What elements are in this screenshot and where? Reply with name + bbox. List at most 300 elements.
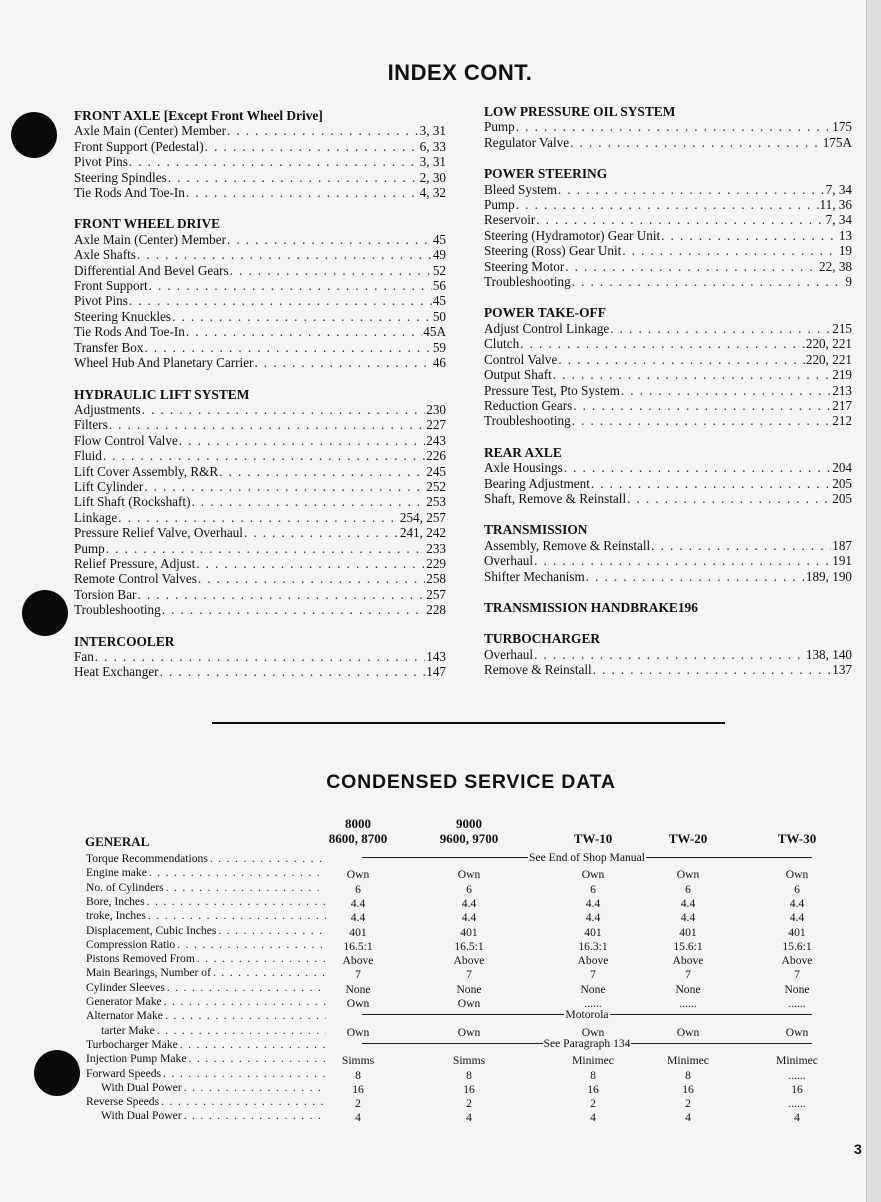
row-label bbox=[86, 1081, 326, 1094]
page-ref: 220, 221 bbox=[805, 351, 852, 367]
table-cell: Own bbox=[581, 868, 605, 882]
entry-label: Assembly, Remove & Reinstall bbox=[484, 537, 651, 553]
page-ref: 243 bbox=[426, 432, 446, 448]
page-ref: 49 bbox=[432, 247, 446, 263]
table-cell: Minimec bbox=[667, 1054, 709, 1068]
dot-leader bbox=[661, 228, 838, 243]
row-label bbox=[86, 995, 326, 1008]
row-label bbox=[86, 909, 326, 922]
entry-label: Shifter Mechanism bbox=[484, 568, 585, 584]
entry-label: Lift Cover Assembly, R&R bbox=[74, 463, 219, 479]
spanning-value-text: Motorola bbox=[565, 1008, 609, 1022]
dot-leader bbox=[149, 278, 432, 293]
dot-leader bbox=[572, 413, 832, 428]
dot-leader bbox=[137, 247, 432, 262]
table-cell: 8 bbox=[355, 1068, 361, 1082]
entry-label: Steering Knuckles bbox=[74, 308, 172, 324]
spanning-value bbox=[362, 851, 812, 864]
page-ref: 45 bbox=[432, 231, 446, 247]
index-entry bbox=[484, 259, 852, 274]
page-ref: 189, 190 bbox=[805, 568, 852, 584]
dot-leader bbox=[163, 1067, 326, 1080]
index-entry bbox=[484, 119, 852, 134]
table-cell: 4.4 bbox=[585, 911, 601, 925]
page-ref: 147 bbox=[426, 664, 446, 680]
entry-label: Axle Main (Center) Member bbox=[74, 231, 226, 247]
entry-label: Steering Motor bbox=[484, 258, 565, 274]
table-cell: 6 bbox=[685, 882, 691, 896]
dot-leader bbox=[148, 909, 326, 922]
row-label bbox=[86, 866, 326, 879]
entry-label: Fan bbox=[74, 649, 94, 664]
table-cell: 2 bbox=[590, 1097, 596, 1111]
index-section bbox=[484, 445, 852, 507]
entry-label: Overhaul bbox=[484, 646, 534, 662]
table-cell: None bbox=[580, 982, 606, 996]
row-label-text: Reverse Speeds bbox=[86, 1095, 160, 1109]
entry-label: Output Shaft bbox=[484, 367, 552, 383]
table-cell: Own bbox=[581, 1025, 605, 1039]
table-cell: Above bbox=[342, 954, 374, 968]
binder-hole-top bbox=[11, 112, 57, 158]
table-cell: 4.4 bbox=[350, 896, 366, 910]
page-ref: 241, 242 bbox=[399, 525, 446, 541]
dot-leader bbox=[534, 647, 805, 662]
row-label-text: With Dual Power bbox=[101, 1109, 182, 1123]
index-entry bbox=[74, 139, 446, 154]
table-cell: 401 bbox=[460, 925, 478, 939]
index-entry bbox=[74, 510, 446, 525]
page-ref: 50 bbox=[432, 308, 446, 324]
index-entry bbox=[484, 553, 852, 568]
table-cell: 6 bbox=[794, 882, 800, 896]
dot-leader bbox=[553, 367, 831, 382]
table-cell: 15.6:1 bbox=[782, 939, 812, 953]
index-entry bbox=[484, 491, 852, 506]
index-entry bbox=[74, 278, 446, 293]
page-ref: 9 bbox=[845, 274, 852, 290]
dot-leader bbox=[164, 995, 326, 1008]
table-cell: 6 bbox=[355, 882, 361, 896]
column-header-line2: TW-20 bbox=[668, 831, 708, 846]
table-cell: 4.4 bbox=[680, 896, 696, 910]
row-label bbox=[86, 981, 326, 994]
table-cell: 4 bbox=[466, 1111, 472, 1125]
entry-label: Front Support (Pedestal) bbox=[74, 138, 204, 154]
page-ref: 229 bbox=[426, 555, 446, 571]
index-entry bbox=[484, 212, 852, 227]
entry-label: Pressure Relief Valve, Overhaul bbox=[74, 525, 243, 541]
page-ref: 254, 257 bbox=[399, 509, 446, 525]
index-left-column bbox=[74, 108, 446, 696]
index-entry bbox=[74, 448, 446, 463]
index-entry bbox=[484, 321, 852, 336]
entry-label: Bleed System bbox=[484, 181, 557, 197]
table-cell: ...... bbox=[788, 997, 806, 1010]
index-entry bbox=[484, 538, 852, 553]
row-label-text: Torque Recommendations bbox=[86, 852, 208, 865]
table-cell: 4.4 bbox=[350, 911, 366, 925]
entry-label: Relief Pressure, Adjust bbox=[74, 555, 196, 571]
row-label bbox=[86, 952, 326, 965]
dot-leader bbox=[95, 649, 425, 664]
page-ref: 204 bbox=[832, 460, 852, 476]
table-cell: Minimec bbox=[776, 1054, 818, 1068]
dot-leader bbox=[196, 556, 425, 571]
entry-label: Lift Cylinder bbox=[74, 478, 144, 494]
table-cell: Above bbox=[781, 954, 813, 968]
page-ref: 46 bbox=[432, 355, 446, 371]
index-section bbox=[74, 108, 446, 200]
index-section-title: REAR AXLE bbox=[484, 444, 562, 460]
table-cell: None bbox=[675, 982, 701, 996]
table-cell: ...... bbox=[679, 997, 697, 1010]
entry-label: Axle Main (Center) Member bbox=[74, 123, 226, 139]
dot-leader bbox=[558, 352, 804, 367]
table-cell: 16 bbox=[587, 1082, 599, 1096]
entry-label: Regulator Valve bbox=[484, 134, 570, 150]
table-cell: 15.6:1 bbox=[673, 939, 703, 953]
table-cell: 7 bbox=[794, 968, 800, 982]
index-section-title: POWER STEERING bbox=[484, 166, 608, 182]
dot-leader bbox=[147, 895, 326, 908]
dot-leader bbox=[219, 464, 425, 479]
dot-leader bbox=[536, 212, 824, 227]
dot-leader bbox=[144, 479, 425, 494]
table-cell: 7 bbox=[590, 968, 596, 982]
entry-label: Tie Rods And Toe-In bbox=[74, 185, 185, 201]
index-section-title: FRONT AXLE [Except Front Wheel Drive] bbox=[74, 108, 323, 123]
index-section-title bbox=[484, 600, 852, 615]
row-label bbox=[86, 1052, 326, 1065]
entry-label: Overhaul bbox=[484, 553, 534, 569]
entry-label: Tie Rods And Toe-In bbox=[74, 324, 185, 340]
entry-label: Control Valve bbox=[484, 351, 558, 367]
page-ref: 228 bbox=[426, 602, 446, 618]
dot-leader bbox=[586, 569, 805, 584]
index-entry bbox=[74, 154, 446, 169]
row-label bbox=[86, 938, 326, 951]
index-entry bbox=[484, 460, 852, 475]
table-cell: 16.3:1 bbox=[578, 939, 608, 953]
dot-leader bbox=[137, 587, 425, 602]
entry-label: Wheel Hub And Planetary Carrier bbox=[74, 355, 254, 371]
binder-hole-bottom bbox=[34, 1050, 80, 1096]
table-cell: Own bbox=[785, 868, 809, 882]
row-label bbox=[86, 1109, 326, 1122]
dot-leader bbox=[103, 448, 425, 463]
index-section bbox=[484, 166, 852, 289]
dot-leader bbox=[142, 402, 426, 417]
index-entry bbox=[484, 228, 852, 243]
index-section bbox=[74, 634, 446, 680]
row-label-text: Main Bearings, Number of bbox=[86, 966, 211, 980]
table-cell: None bbox=[456, 982, 482, 996]
table-cell: 2 bbox=[685, 1097, 691, 1111]
index-entry bbox=[74, 355, 446, 370]
page-ref: 19 bbox=[838, 243, 852, 259]
page-ref: 217 bbox=[832, 397, 852, 413]
table-cell: 6 bbox=[466, 882, 472, 896]
page-ref: 143 bbox=[426, 649, 446, 664]
entry-label: Reduction Gears bbox=[484, 397, 573, 413]
row-label bbox=[86, 852, 326, 865]
index-entry bbox=[484, 662, 852, 677]
row-label-text: Injection Pump Make bbox=[86, 1052, 187, 1066]
dot-leader bbox=[573, 398, 831, 413]
row-label-text: Cylinder Sleeves bbox=[86, 980, 165, 994]
index-section-title: FRONT WHEEL DRIVE bbox=[74, 216, 221, 232]
dot-leader bbox=[165, 1009, 326, 1022]
table-cell: 4 bbox=[355, 1111, 361, 1125]
page-ref: 2, 30 bbox=[419, 169, 446, 185]
page-ref: 3, 31 bbox=[419, 154, 446, 170]
dot-leader bbox=[534, 553, 831, 568]
table-cell: 16.5:1 bbox=[343, 939, 373, 953]
row-label-text: troke, Inches bbox=[86, 909, 146, 923]
index-section bbox=[74, 216, 446, 370]
entry-label: Pump bbox=[484, 197, 515, 213]
table-cell: 8 bbox=[685, 1068, 691, 1082]
index-section bbox=[484, 305, 852, 428]
row-label-text: Compression Ratio bbox=[86, 937, 176, 951]
page-ref: 56 bbox=[432, 278, 446, 294]
table-cell: 2 bbox=[466, 1097, 472, 1111]
column-header-line1: 9000 bbox=[456, 816, 482, 831]
dot-leader bbox=[144, 340, 431, 355]
binder-hole-middle bbox=[22, 590, 68, 636]
dot-leader bbox=[161, 1095, 326, 1108]
dot-leader bbox=[118, 510, 399, 525]
rule-line bbox=[362, 1014, 564, 1015]
page-ref: 205 bbox=[832, 475, 852, 491]
dot-leader bbox=[180, 1038, 326, 1051]
table-cell: Own bbox=[346, 868, 370, 882]
table-cell: 6 bbox=[590, 882, 596, 896]
dot-leader bbox=[210, 852, 326, 865]
row-label bbox=[86, 924, 326, 937]
table-cell: Own bbox=[457, 868, 481, 882]
page-ref: 6, 33 bbox=[419, 138, 446, 154]
table-cell: Own bbox=[676, 1025, 700, 1039]
dot-leader bbox=[186, 185, 419, 200]
page-ref: 3, 31 bbox=[419, 123, 446, 139]
row-label-text: tarter Make bbox=[101, 1023, 155, 1037]
page-number: 3 bbox=[854, 1141, 862, 1157]
index-section bbox=[484, 631, 852, 677]
entry-label: Troubleshooting bbox=[484, 274, 571, 290]
page-ref: 191 bbox=[832, 553, 852, 569]
section-title-text: TRANSMISSION HANDBRAKE bbox=[484, 599, 678, 615]
dot-leader bbox=[520, 336, 805, 351]
dot-leader bbox=[651, 538, 831, 553]
entry-label: Differential And Bevel Gears bbox=[74, 262, 229, 278]
index-entry bbox=[484, 569, 852, 584]
entry-label: Fluid bbox=[74, 448, 102, 464]
index-entry bbox=[74, 525, 446, 540]
index-entry bbox=[74, 649, 446, 664]
spanning-value-text: See Paragraph 134 bbox=[543, 1036, 631, 1050]
dot-leader bbox=[558, 182, 825, 197]
index-entry bbox=[74, 293, 446, 308]
table-cell: 16 bbox=[463, 1082, 475, 1096]
page-ref: 205 bbox=[832, 490, 852, 506]
section-divider bbox=[212, 722, 725, 724]
column-header-line2: TW-10 bbox=[573, 831, 613, 846]
dot-leader bbox=[168, 170, 419, 185]
dot-leader bbox=[205, 139, 419, 154]
page-ref: 196 bbox=[677, 599, 698, 615]
entry-label: Axle Shafts bbox=[74, 247, 136, 263]
index-entry bbox=[74, 247, 446, 262]
table-cell: Own bbox=[346, 997, 370, 1010]
index-entry bbox=[74, 541, 446, 556]
page-ref: 22, 38 bbox=[819, 258, 852, 274]
dot-leader bbox=[129, 154, 419, 169]
dot-leader bbox=[160, 664, 426, 679]
row-label-text: No. of Cylinders bbox=[86, 880, 164, 894]
table-cell: 4.4 bbox=[585, 896, 601, 910]
row-label-text: Pistons Removed From bbox=[86, 952, 195, 966]
page-ref: 7, 34 bbox=[825, 181, 852, 197]
table-cell: Own bbox=[457, 997, 481, 1010]
row-label-text: Forward Speeds bbox=[86, 1066, 162, 1080]
page-ref: 13 bbox=[838, 227, 852, 243]
index-entry bbox=[484, 197, 852, 212]
table-cell: 7 bbox=[466, 968, 472, 982]
index-right-column bbox=[484, 104, 852, 694]
row-label bbox=[86, 1009, 326, 1022]
table-cell: 7 bbox=[355, 968, 361, 982]
rule-line bbox=[646, 857, 812, 858]
dot-leader bbox=[564, 460, 831, 475]
dot-leader bbox=[572, 274, 845, 289]
table-cell: Own bbox=[785, 1025, 809, 1039]
index-entry bbox=[74, 340, 446, 355]
column-header-line2: 9600, 9700 bbox=[439, 831, 499, 846]
table-cell: None bbox=[784, 982, 810, 996]
page-ref: 257 bbox=[426, 586, 446, 602]
table-cell: 16 bbox=[682, 1082, 694, 1096]
page-ref: 175 bbox=[832, 119, 852, 135]
dot-leader bbox=[593, 662, 832, 677]
table-cell: Above bbox=[672, 954, 704, 968]
page-ref: 220, 221 bbox=[805, 336, 852, 352]
page-ref: 45A bbox=[423, 324, 446, 340]
dot-leader bbox=[244, 525, 399, 540]
index-entry bbox=[74, 185, 446, 200]
page-ref: 253 bbox=[426, 494, 446, 510]
index-title: INDEX CONT. bbox=[387, 60, 533, 85]
index-entry bbox=[74, 464, 446, 479]
index-section-title: INTERCOOLER bbox=[74, 633, 175, 649]
index-entry bbox=[74, 602, 446, 617]
dot-leader bbox=[198, 571, 425, 586]
spanning-value-text: See End of Shop Manual bbox=[529, 851, 645, 864]
entry-label: Bearing Adjustment bbox=[484, 475, 590, 491]
dot-leader bbox=[516, 197, 819, 212]
page-ref: 59 bbox=[432, 339, 446, 355]
index-entry bbox=[74, 402, 446, 417]
column-header-line2: 8600, 8700 bbox=[328, 831, 388, 846]
page-ref: 252 bbox=[426, 478, 446, 494]
column-header-line1: 8000 bbox=[345, 816, 371, 831]
page-ref: 137 bbox=[832, 662, 852, 678]
table-cell: Simms bbox=[452, 1054, 486, 1068]
row-label-text: With Dual Power bbox=[101, 1080, 182, 1094]
index-entry bbox=[484, 274, 852, 289]
entry-label: Steering (Hydramotor) Gear Unit bbox=[484, 227, 661, 243]
entry-label: Axle Housings bbox=[484, 460, 563, 476]
entry-label: Linkage bbox=[74, 509, 118, 525]
index-entry bbox=[74, 479, 446, 494]
index-section-title: LOW PRESSURE OIL SYSTEM bbox=[484, 104, 676, 119]
index-section-title: HYDRAULIC LIFT SYSTEM bbox=[74, 386, 250, 402]
dot-leader bbox=[109, 417, 426, 432]
rule-line bbox=[631, 1043, 812, 1044]
index-entry bbox=[484, 182, 852, 197]
table-cell: 4 bbox=[590, 1111, 596, 1125]
dot-leader bbox=[162, 602, 426, 617]
row-label bbox=[86, 1067, 326, 1080]
page-edge-shadow bbox=[866, 0, 881, 1202]
index-entry bbox=[74, 232, 446, 247]
index-entry bbox=[74, 571, 446, 586]
table-cell: Own bbox=[457, 1025, 481, 1039]
entry-label: Troubleshooting bbox=[74, 602, 161, 618]
entry-label: Shaft, Remove & Reinstall bbox=[484, 490, 627, 506]
entry-label: Pump bbox=[484, 119, 515, 135]
row-label bbox=[86, 1095, 326, 1108]
table-cell: 16 bbox=[791, 1082, 803, 1096]
table-cell: 7 bbox=[685, 968, 691, 982]
page-ref: 11, 36 bbox=[819, 197, 852, 213]
index-entry bbox=[484, 647, 852, 662]
row-label-text: Displacement, Cubic Inches bbox=[86, 923, 217, 937]
dot-leader bbox=[106, 541, 425, 556]
table-cell: 401 bbox=[349, 925, 367, 939]
page-ref: 175A bbox=[822, 134, 852, 150]
condensed-service-data-title: CONDENSED SERVICE DATA bbox=[326, 771, 616, 793]
table-cell: 8 bbox=[466, 1068, 472, 1082]
index-entry bbox=[484, 336, 852, 351]
row-label bbox=[86, 1024, 326, 1037]
page-ref: 215 bbox=[832, 320, 852, 336]
spanning-value bbox=[362, 1037, 812, 1050]
index-entry bbox=[484, 413, 852, 428]
index-entry bbox=[74, 556, 446, 571]
index-entry bbox=[484, 398, 852, 413]
entry-label: Pivot Pins bbox=[74, 154, 128, 170]
table-cell: 4.4 bbox=[789, 911, 805, 925]
table-cell: 8 bbox=[590, 1068, 596, 1082]
table-cell: 4.4 bbox=[789, 896, 805, 910]
page-ref: 4, 32 bbox=[419, 185, 446, 201]
index-entry bbox=[74, 123, 446, 138]
table-cell: 2 bbox=[355, 1097, 361, 1111]
entry-label: Flow Control Valve bbox=[74, 432, 178, 448]
index-entry bbox=[74, 587, 446, 602]
entry-label: Transfer Box bbox=[74, 339, 144, 355]
dot-leader bbox=[591, 476, 831, 491]
dot-leader bbox=[254, 355, 431, 370]
column-header-line2: TW-30 bbox=[777, 831, 817, 846]
table-cell: 401 bbox=[584, 925, 602, 939]
table-cell: 401 bbox=[788, 925, 806, 939]
table-cell: ...... bbox=[584, 997, 602, 1010]
entry-label: Remote Control Valves bbox=[74, 571, 197, 587]
entry-label: Steering Spindles bbox=[74, 169, 167, 185]
